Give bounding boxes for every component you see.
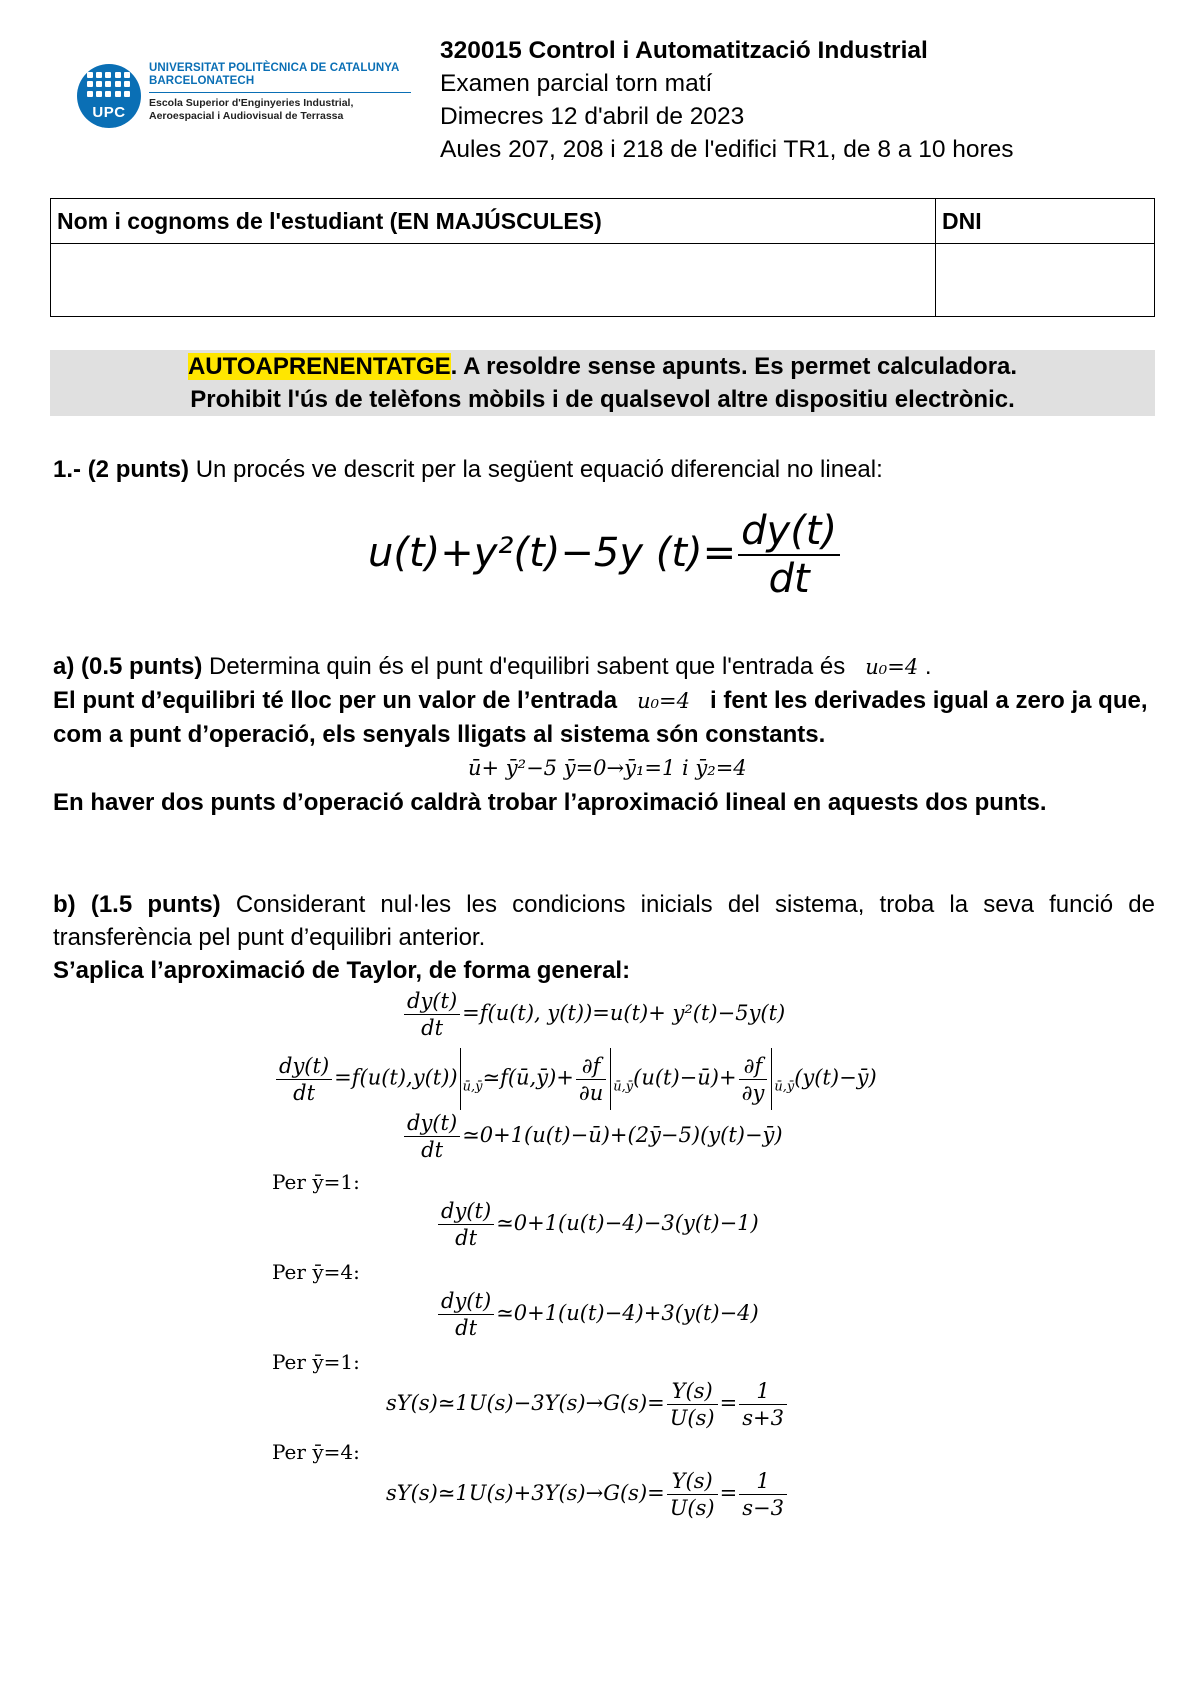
question-1 [53, 453, 1155, 486]
per-y1-label-2: Per ȳ=1: [272, 1350, 360, 1374]
tf-y4-den-result: s−3 [742, 1496, 784, 1520]
eq2-df-2: ∂f [739, 1053, 768, 1080]
tf-y4: sY(s)≃1U(s)+3Y(s)→G(s)= $\frac{Y(s)}{U(s)}$ = $\frac{1}{s-3}$ [386, 1468, 789, 1521]
tf-y4-lhs: sY(s)≃1U(s)+3Y(s)→G(s)= [386, 1481, 665, 1505]
eq2-du: ∂u [578, 1080, 604, 1105]
eq2-num: dy(t) [276, 1053, 332, 1080]
tf-y1: sY(s)≃1U(s)−3Y(s)→G(s)= $\frac{Y(s)}{U(s)}$ = $\frac{1}{s+3}$ [386, 1378, 789, 1431]
eq2-df-1: ∂f [576, 1053, 606, 1080]
q1-equation [368, 508, 842, 602]
name-field[interactable] [51, 244, 936, 317]
eq-y4 [436, 1288, 759, 1341]
part-b-points: (1.5 punts) [90, 891, 221, 918]
q1-points: (2 punts) [87, 456, 190, 483]
q1-statement: Un procés ve descrit per la següent equació diferencial no lineal: [195, 456, 883, 483]
part-a-answer1 [53, 684, 1155, 751]
per-y4-label-1: Per ȳ=4: [272, 1260, 360, 1284]
part-a-statement-math: u₀=4 [865, 655, 919, 679]
part-a-answer1-math: u₀=4 [637, 689, 691, 713]
logo-school-line2: Aeroespacial i Audiovisual de Terrassa [149, 110, 344, 122]
eq-general [402, 988, 785, 1041]
eq-linearized [402, 1110, 783, 1163]
eq-taylor [274, 1048, 877, 1110]
per-y4-label-2: Per ȳ=4: [272, 1440, 360, 1464]
eq-y1 [436, 1198, 759, 1251]
q1-number: 1.- [53, 456, 82, 483]
eq2-eval-3: ū,ȳ [774, 1079, 795, 1095]
eq3-rhs: ≃0+1(u(t)−ū)+(2ȳ−5)(y(t)−ȳ) [462, 1123, 783, 1147]
part-b-text: Considerant nul·les les condicions inicials del sistema, troba la seva funció de transferència pel punt d’equilibri anterior. [53, 891, 1156, 951]
tf-y1-den-result: s+3 [742, 1406, 784, 1430]
student-info-table [50, 198, 1155, 317]
name-header: Nom i cognoms de l'estudiant (EN MAJÚSCULES) [51, 199, 936, 244]
part-a-label: a) [53, 653, 75, 680]
exam-type: Examen parcial torn matí [440, 70, 713, 97]
tf-y1-den: U(s) [669, 1406, 715, 1430]
banner-line1: . A resoldre sense apunts. Es permet calculadora. [450, 353, 1018, 380]
eq1-num: dy(t) [404, 988, 460, 1015]
eq1-rhs: =f(u(t), y(t))=u(t)+ y²(t)−5y(t) [462, 1001, 786, 1025]
tf-y4-one: 1 [739, 1468, 787, 1495]
q1-equation-num: dy(t) [738, 508, 840, 556]
part-a-points: (0.5 punts) [81, 653, 203, 680]
tf-y1-lhs: sY(s)≃1U(s)−3Y(s)→G(s)= [386, 1391, 665, 1415]
eq1-den: dt [421, 1016, 444, 1040]
dni-header: DNI [936, 199, 1155, 244]
exam-header [440, 34, 1014, 166]
eq-y1-rhs: ≃0+1(u(t)−4)−3(y(t)−1) [496, 1211, 759, 1235]
eq2-dy: ∂y [741, 1080, 765, 1105]
eq-y4-den: dt [455, 1316, 478, 1340]
part-a-answer2: En haver dos punts d’operació caldrà trobar l’aproximació lineal en aquests dos punts. [53, 789, 1047, 816]
equilibrium-eq-text: ū+ ȳ²−5 ȳ=0→ȳ₁=1 i ȳ₂=4 [468, 756, 747, 780]
part-b-label: b) [53, 891, 76, 918]
upc-logo [77, 62, 407, 142]
logo-university-line2: BARCELONATECH [149, 75, 255, 87]
autoaprenentatge-highlight: AUTOAPRENENTATGE [187, 353, 451, 380]
eq3-num: dy(t) [404, 1110, 460, 1137]
tf-y4-den: U(s) [669, 1496, 715, 1520]
equilibrium-equation [468, 756, 747, 780]
taylor-intro: S’aplica l’aproximació de Taylor, de forma general: [53, 957, 631, 984]
part-a-answer1-rest: i fent les derivades igual a zero ja que, com a punt d’operació, els senyals lligats al sistema són constants. [53, 687, 1148, 748]
eq3-den: dt [421, 1138, 444, 1162]
exam-date: Dimecres 12 d'abril de 2023 [440, 103, 745, 130]
part-a-statement [53, 650, 1155, 684]
eq2-c: (u(t)−ū)+ [633, 1065, 737, 1090]
logo-divider [149, 92, 411, 93]
tf-y1-num: Y(s) [667, 1378, 718, 1405]
upc-emblem-icon [77, 64, 141, 128]
banner-line2: Prohibit l'ús de telèfons mòbils i de qualsevol altre dispositiu electrònic. [190, 386, 1015, 413]
per-y1-label-1: Per ȳ=1: [272, 1170, 360, 1194]
part-a-answer1-text: El punt d’equilibri té lloc per un valor de l’entrada [53, 687, 618, 714]
eq-y1-den: dt [455, 1226, 478, 1250]
instructions-banner [50, 350, 1155, 416]
eq-y4-rhs: ≃0+1(u(t)−4)+3(y(t)−4) [496, 1301, 759, 1325]
logo-mark-text: UPC [92, 104, 126, 121]
logo-school-line1: Escola Superior d'Enginyeries Industrial, [149, 97, 354, 109]
q1-equation-den: dt [768, 556, 810, 602]
q1-equation-lhs: u(t)+y²(t)−5y (t)= [368, 530, 737, 576]
exam-location: Aules 207, 208 i 218 de l'edifici TR1, de 8 a 10 hores [440, 136, 1014, 163]
eq-y4-num: dy(t) [438, 1288, 494, 1315]
dni-field[interactable] [936, 244, 1155, 317]
eq2-b: ≃f(ū,ȳ)+ [482, 1065, 574, 1090]
course-title: 320015 Control i Automatització Industrial [440, 37, 928, 64]
part-a-statement-end: . [924, 653, 932, 680]
part-b-statement [53, 888, 1155, 954]
eq2-eval-1: ū,ȳ [462, 1079, 483, 1095]
eq2-a: =f(u(t),y(t)) [334, 1065, 458, 1090]
logo-university-line1: UNIVERSITAT POLITÈCNICA DE CATALUNYA [149, 62, 400, 74]
tf-y1-one: 1 [739, 1378, 787, 1405]
tf-y4-num: Y(s) [667, 1468, 718, 1495]
eq2-d: (y(t)−ȳ) [794, 1065, 877, 1090]
part-a-text: Determina quin és el punt d'equilibri sabent que l'entrada és [209, 653, 846, 680]
eq-y1-num: dy(t) [438, 1198, 494, 1225]
eq2-eval-2: ū,ȳ [613, 1079, 634, 1095]
eq2-den: dt [293, 1080, 316, 1105]
